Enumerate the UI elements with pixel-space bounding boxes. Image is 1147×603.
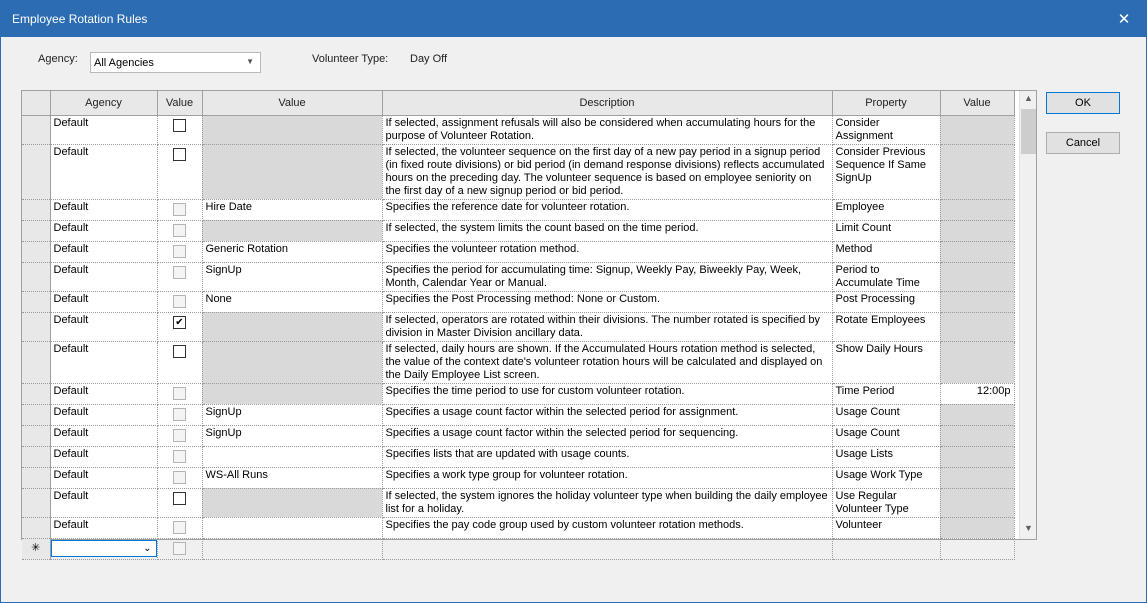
new-row-checkbox-cell[interactable] (157, 538, 202, 559)
cell-agency[interactable]: Default (50, 262, 157, 291)
cell-description: Specifies a work type group for volunteer rotation. (382, 467, 832, 488)
cell-value2[interactable] (940, 488, 1014, 517)
value-checkbox[interactable] (173, 245, 186, 258)
volunteer-type-value: Day Off (410, 53, 448, 65)
cell-checkbox[interactable] (157, 199, 202, 220)
row-selector[interactable] (22, 199, 50, 220)
table-row[interactable] (22, 383, 1014, 404)
cell-agency[interactable]: Default (50, 144, 157, 199)
cell-agency[interactable]: Default (50, 312, 157, 341)
cell-property: Usage Count (832, 404, 940, 425)
value-checkbox[interactable] (173, 148, 186, 161)
cell-value[interactable] (202, 341, 382, 383)
table-row[interactable] (22, 404, 1014, 425)
window-title: Employee Rotation Rules (12, 12, 148, 26)
value-checkbox[interactable] (173, 450, 186, 463)
cell-value2[interactable] (940, 199, 1014, 220)
cell-value2[interactable] (940, 425, 1014, 446)
value-checkbox[interactable] (173, 429, 186, 442)
row-selector[interactable] (22, 115, 50, 144)
cell-description: If selected, the volunteer sequence on the first day of a new pay period in a signup period (in fixed route divisions) or bid period (in demand response divisions) reflects accumulated hours on the preceding day. The volunteer sequence is based on employee seniority on the first day of a new signup period or bid period. (382, 144, 832, 199)
cell-value[interactable]: SignUp (202, 262, 382, 291)
cell-description: Specifies the Post Processing method: None or Custom. (382, 291, 832, 312)
vertical-scrollbar[interactable] (1019, 91, 1036, 539)
row-selector[interactable] (22, 144, 50, 199)
cell-agency[interactable]: Default (50, 220, 157, 241)
row-selector-header (22, 91, 50, 115)
header-row (22, 91, 1014, 115)
cell-property: Period to Accumulate Time (832, 262, 940, 291)
new-row-marker: ✳ (22, 538, 50, 559)
new-row-description-cell (382, 538, 832, 559)
cell-description: If selected, daily hours are shown. If the Accumulated Hours rotation method is selected, the value of the context date's volunteer rotation hours will be calculated and displayed on the Daily Employee List screen. (382, 341, 832, 383)
cell-property: Consider Assignment (832, 115, 940, 144)
cell-description: Specifies lists that are updated with usage counts. (382, 446, 832, 467)
column-header-value-check[interactable]: Value (157, 91, 202, 115)
cell-value[interactable]: SignUp (202, 425, 382, 446)
cancel-button[interactable]: Cancel (1046, 132, 1120, 154)
row-selector[interactable] (22, 383, 50, 404)
rules-grid (21, 90, 1037, 554)
agency-dropdown-value: All Agencies (94, 57, 154, 69)
cell-value2[interactable] (940, 404, 1014, 425)
table-row[interactable] (22, 467, 1014, 488)
cell-value[interactable]: SignUp (202, 404, 382, 425)
cell-property: Employee (832, 199, 940, 220)
value-checkbox[interactable] (173, 266, 186, 279)
cell-checkbox[interactable] (157, 312, 202, 341)
cell-description: Specifies a usage count factor within the selected period for assignment. (382, 404, 832, 425)
chevron-down-icon: ⌄ (143, 542, 152, 554)
value-checkbox[interactable] (173, 203, 186, 216)
value-checkbox[interactable] (173, 408, 186, 421)
row-selector[interactable] (22, 220, 50, 241)
cell-agency[interactable]: Default (50, 425, 157, 446)
cell-value[interactable] (202, 220, 382, 241)
table-row[interactable] (22, 115, 1014, 144)
value-checkbox[interactable] (173, 119, 186, 132)
cell-property: Show Daily Hours (832, 341, 940, 383)
cell-checkbox[interactable] (157, 404, 202, 425)
cell-property: Volunteer (832, 517, 940, 538)
cell-property: Use Regular Volunteer Type (832, 488, 940, 517)
cell-checkbox[interactable] (157, 446, 202, 467)
value-checkbox[interactable] (173, 492, 186, 505)
cell-checkbox[interactable] (157, 220, 202, 241)
row-selector[interactable] (22, 467, 50, 488)
cell-property: Usage Lists (832, 446, 940, 467)
cell-value[interactable] (202, 488, 382, 517)
table-row[interactable] (22, 446, 1014, 467)
grid-body (22, 115, 1014, 559)
cell-property: Post Processing (832, 291, 940, 312)
table-row[interactable] (22, 291, 1014, 312)
row-selector[interactable] (22, 241, 50, 262)
value-checkbox[interactable]: ✔ (173, 316, 186, 329)
cell-agency[interactable]: Default (50, 467, 157, 488)
chevron-down-icon: ▼ (246, 57, 254, 66)
cell-agency[interactable]: Default (50, 446, 157, 467)
cell-agency[interactable]: Default (50, 115, 157, 144)
cell-checkbox[interactable] (157, 341, 202, 383)
cell-property: Rotate Employees (832, 312, 940, 341)
cell-agency[interactable]: Default (50, 404, 157, 425)
cell-value2[interactable] (940, 291, 1014, 312)
cell-value2[interactable] (940, 467, 1014, 488)
title-bar (1, 1, 1146, 37)
column-header-value2[interactable]: Value (940, 91, 1014, 115)
table-row[interactable] (22, 144, 1014, 199)
cell-description: If selected, the system limits the count based on the time period. (382, 220, 832, 241)
cell-checkbox[interactable] (157, 467, 202, 488)
cell-value2[interactable]: 12:00p (940, 383, 1014, 404)
cell-property: Time Period (832, 383, 940, 404)
cell-description: Specifies the time period to use for custom volunteer rotation. (382, 383, 832, 404)
cell-description: Specifies the period for accumulating time: Signup, Weekly Pay, Biweekly Pay, Week, Month, Calendar Year or Manual. (382, 262, 832, 291)
column-header-description[interactable]: Description (382, 91, 832, 115)
cell-value2[interactable] (940, 220, 1014, 241)
agency-label: Agency: (38, 53, 78, 65)
cell-agency[interactable]: Default (50, 517, 157, 538)
scroll-thumb[interactable] (1021, 109, 1036, 154)
value-checkbox[interactable] (173, 521, 186, 534)
column-header-property[interactable]: Property (832, 91, 940, 115)
cell-value[interactable] (202, 517, 382, 538)
cell-value[interactable]: Hire Date (202, 199, 382, 220)
table-row[interactable] (22, 517, 1014, 538)
cell-value[interactable]: Generic Rotation (202, 241, 382, 262)
cell-value2[interactable] (940, 341, 1014, 383)
cell-checkbox[interactable] (157, 241, 202, 262)
cell-value[interactable] (202, 383, 382, 404)
cell-description: If selected, assignment refusals will also be considered when accumulating hours for the purpose of Volunteer Rotation. (382, 115, 832, 144)
row-selector[interactable] (22, 446, 50, 467)
value-checkbox[interactable] (173, 224, 186, 237)
new-row[interactable] (22, 538, 1014, 559)
cell-checkbox[interactable] (157, 425, 202, 446)
cell-checkbox[interactable] (157, 262, 202, 291)
row-selector[interactable] (22, 341, 50, 383)
cell-checkbox[interactable] (157, 383, 202, 404)
new-row-value2-cell[interactable] (940, 538, 1014, 559)
table-row[interactable] (22, 341, 1014, 383)
cell-value2[interactable] (940, 312, 1014, 341)
new-row-value-cell[interactable] (202, 538, 382, 559)
cell-property: Consider Previous Sequence If Same SignUp (832, 144, 940, 199)
row-selector[interactable] (22, 291, 50, 312)
ok-button[interactable]: OK (1046, 92, 1120, 114)
value-checkbox[interactable] (173, 471, 186, 484)
cell-property: Method (832, 241, 940, 262)
table-row[interactable] (22, 312, 1014, 341)
cell-value2[interactable] (940, 241, 1014, 262)
cell-description: If selected, operators are rotated within their divisions. The number rotated is specified by division in Master Division ancillary data. (382, 312, 832, 341)
row-selector[interactable] (22, 488, 50, 517)
cell-checkbox[interactable] (157, 115, 202, 144)
new-row-agency-dropdown[interactable] (51, 540, 157, 557)
cell-checkbox[interactable] (157, 291, 202, 312)
cell-agency[interactable]: Default (50, 341, 157, 383)
row-selector[interactable] (22, 517, 50, 538)
cell-agency[interactable]: Default (50, 488, 157, 517)
cell-value2[interactable] (940, 115, 1014, 144)
cell-checkbox[interactable] (157, 488, 202, 517)
table-row[interactable] (22, 262, 1014, 291)
cell-value[interactable] (202, 312, 382, 341)
agency-dropdown[interactable] (90, 52, 261, 73)
cell-property: Usage Work Type (832, 467, 940, 488)
cell-value[interactable] (202, 446, 382, 467)
scroll-down-icon[interactable]: ▼ (1024, 523, 1033, 533)
cell-agency[interactable]: Default (50, 291, 157, 312)
scroll-up-icon[interactable]: ▲ (1024, 93, 1033, 103)
new-row-agency-cell[interactable] (50, 538, 157, 559)
row-selector[interactable] (22, 425, 50, 446)
new-row-property-cell (832, 538, 940, 559)
cell-property: Limit Count (832, 220, 940, 241)
value-checkbox[interactable] (173, 295, 186, 308)
cell-value[interactable]: None (202, 291, 382, 312)
cell-value2[interactable] (940, 262, 1014, 291)
cell-property: Usage Count (832, 425, 940, 446)
cell-value2[interactable] (940, 144, 1014, 199)
cell-value[interactable] (202, 115, 382, 144)
cell-value2[interactable] (940, 517, 1014, 538)
value-checkbox[interactable] (173, 345, 186, 358)
table-row[interactable] (22, 199, 1014, 220)
rules-table (22, 91, 1015, 560)
table-row[interactable] (22, 488, 1014, 517)
cell-description: Specifies the volunteer rotation method. (382, 241, 832, 262)
value-checkbox[interactable] (173, 387, 186, 400)
column-header-agency[interactable]: Agency (50, 91, 157, 115)
table-row[interactable] (22, 425, 1014, 446)
volunteer-type-label: Volunteer Type: (312, 53, 389, 65)
table-row[interactable] (22, 241, 1014, 262)
cell-checkbox[interactable] (157, 144, 202, 199)
close-icon[interactable]: ✕ (1117, 11, 1131, 28)
cell-value2[interactable] (940, 446, 1014, 467)
cell-value[interactable]: WS-All Runs (202, 467, 382, 488)
cell-description: Specifies a usage count factor within the selected period for sequencing. (382, 425, 832, 446)
cell-description: Specifies the pay code group used by custom volunteer rotation methods. (382, 517, 832, 538)
row-selector[interactable] (22, 312, 50, 341)
cell-description: Specifies the reference date for volunteer rotation. (382, 199, 832, 220)
cell-checkbox[interactable] (157, 517, 202, 538)
cell-agency[interactable]: Default (50, 383, 157, 404)
cell-value[interactable] (202, 144, 382, 199)
column-header-value[interactable]: Value (202, 91, 382, 115)
cell-description: If selected, the system ignores the holiday volunteer type when building the daily employee list for a holiday. (382, 488, 832, 517)
value-checkbox[interactable] (173, 542, 186, 555)
row-selector[interactable] (22, 404, 50, 425)
cell-agency[interactable]: Default (50, 241, 157, 262)
table-row[interactable] (22, 220, 1014, 241)
row-selector[interactable] (22, 262, 50, 291)
cell-agency[interactable]: Default (50, 199, 157, 220)
